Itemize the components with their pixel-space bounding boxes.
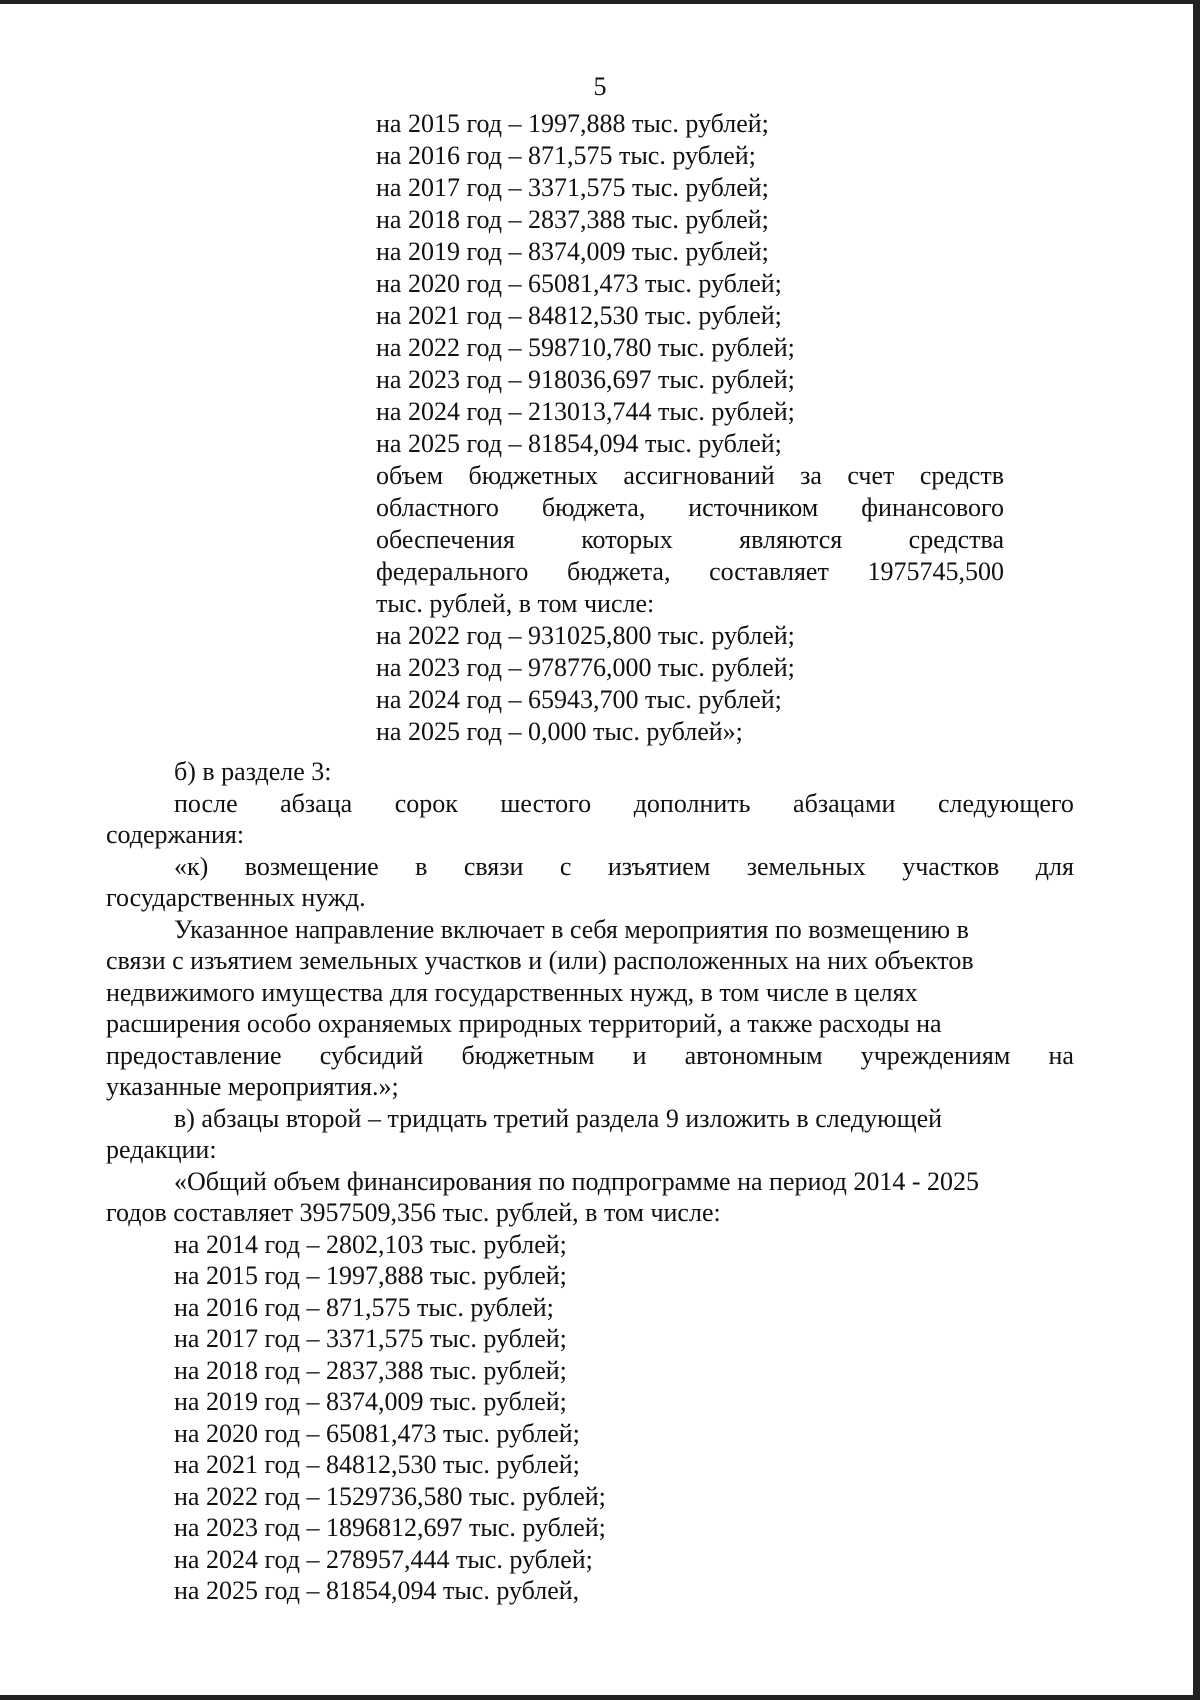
word: субсидий [319, 1040, 424, 1070]
year-line: на 2020 год – 65081,473 тыс. рублей; [376, 269, 782, 298]
federal-year-line: на 2022 год – 931025,800 тыс. рублей; [376, 621, 795, 650]
word: являются [739, 525, 843, 554]
after-paragraph-line [106, 788, 1074, 820]
word: которых [581, 525, 673, 554]
word: объем [376, 461, 444, 490]
word: абзацами [793, 788, 896, 818]
word: счет [847, 461, 895, 490]
word: с [559, 851, 572, 881]
word: средства [908, 525, 1004, 554]
federal-year-line: на 2025 год – 0,000 тыс. рублей»; [376, 717, 743, 746]
year-line: на 2016 год – 871,575 тыс. рублей; [376, 141, 756, 170]
federal-paragraph-line [376, 556, 1004, 588]
year-line: на 2024 год – 213013,744 тыс. рублей; [376, 397, 795, 426]
word: ассигнований [623, 461, 775, 490]
scan-edge-right [1193, 0, 1200, 1700]
year-line: на 2024 год – 278957,444 тыс. рублей; [174, 1544, 593, 1574]
word: бюджета, [541, 493, 646, 522]
direction-paragraph-line: Указанное направление включает в себя мероприятия по возмещению в [174, 914, 969, 944]
word: предоставление [106, 1040, 282, 1070]
word: в [415, 851, 428, 881]
word: финансового [861, 493, 1004, 522]
federal-year-line: на 2023 год – 978776,000 тыс. рублей; [376, 653, 795, 682]
year-line: на 2018 год – 2837,388 тыс. рублей; [376, 205, 769, 234]
direction-paragraph-line: указанные мероприятия.»; [106, 1072, 399, 1101]
word: для [1035, 851, 1074, 881]
word: участков [902, 851, 1000, 881]
k-item-line [106, 851, 1074, 883]
main-text-block [106, 756, 1074, 1607]
word: составляет [709, 557, 829, 586]
word: 1975745,500 [867, 557, 1004, 586]
year-line: на 2022 год – 598710,780 тыс. рублей; [376, 333, 795, 362]
year-line: на 2015 год – 1997,888 тыс. рублей; [376, 109, 769, 138]
word: источником [688, 493, 819, 522]
direction-paragraph-line: недвижимого имущества для государственных нужд, в том числе в целях [106, 977, 918, 1007]
word: бюджетных [468, 461, 598, 490]
k-item-line: государственных нужд. [106, 883, 366, 912]
year-line: на 2015 год – 1997,888 тыс. рублей; [174, 1261, 567, 1290]
year-line: на 2023 год – 918036,697 тыс. рублей; [376, 365, 795, 394]
word: на [1048, 1040, 1074, 1070]
word: областного [376, 493, 499, 522]
federal-paragraph-line [376, 524, 1004, 556]
v-item-line: редакции: [106, 1135, 217, 1164]
year-line: на 2025 год – 81854,094 тыс. рублей, [174, 1576, 580, 1605]
year-line: на 2025 год – 81854,094 тыс. рублей; [376, 429, 782, 458]
word: связи [463, 851, 524, 881]
word: сорок [394, 788, 458, 818]
direction-paragraph-line: связи с изъятием земельных участков и (или) расположенных на них объектов [106, 946, 974, 975]
scan-edge-bottom [0, 1695, 1200, 1700]
word: учреждениям [860, 1040, 1011, 1070]
word: следующего [937, 788, 1074, 818]
year-line: на 2018 год – 2837,388 тыс. рублей; [174, 1355, 567, 1385]
year-line: на 2019 год – 8374,009 тыс. рублей; [376, 237, 769, 266]
total-paragraph-line: «Общий объем финансирования по подпрограмме на период 2014 - 2025 [174, 1166, 980, 1196]
year-line: на 2014 год – 2802,103 тыс. рублей; [174, 1229, 567, 1259]
word: «к) [174, 851, 209, 881]
section-b-heading: б) в разделе 3: [174, 757, 332, 786]
word: изъятием [607, 851, 711, 881]
federal-year-line: на 2024 год – 65943,700 тыс. рублей; [376, 685, 782, 714]
year-line: на 2017 год – 3371,575 тыс. рублей; [376, 173, 769, 202]
word: бюджетным [461, 1040, 595, 1070]
word: шестого [500, 788, 592, 818]
year-line: на 2023 год – 1896812,697 тыс. рублей; [174, 1513, 606, 1542]
year-line: на 2019 год – 8374,009 тыс. рублей; [174, 1387, 567, 1416]
after-paragraph-line: содержания: [106, 820, 245, 849]
v-item-line: в) абзацы второй – тридцать третий раздела 9 изложить в следующей [174, 1103, 943, 1133]
year-line: на 2022 год – 1529736,580 тыс. рублей; [174, 1481, 606, 1511]
word: средств [919, 461, 1004, 490]
word: автономным [684, 1040, 823, 1070]
year-line: на 2020 год – 65081,473 тыс. рублей; [174, 1418, 580, 1448]
top-funding-block [376, 108, 1004, 748]
word: и [632, 1040, 647, 1070]
scan-edge-top [0, 0, 1200, 4]
federal-paragraph-line: тыс. рублей, в том числе: [376, 589, 655, 618]
direction-paragraph-line [106, 1040, 1074, 1072]
direction-paragraph-line: расширения особо охраняемых природных территорий, а также расходы на [106, 1009, 942, 1038]
word: абзаца [280, 788, 353, 818]
word: федерального [376, 557, 529, 586]
year-line: на 2017 год – 3371,575 тыс. рублей; [174, 1324, 567, 1353]
word: бюджета, [567, 557, 671, 586]
word: обеспечения [376, 525, 515, 554]
year-line: на 2021 год – 84812,530 тыс. рублей; [376, 301, 782, 330]
federal-paragraph-line [376, 492, 1004, 524]
federal-paragraph-line [376, 460, 1004, 492]
word: возмещение [244, 851, 379, 881]
word: за [800, 461, 822, 490]
total-paragraph-line: годов составляет 3957509,356 тыс. рублей, в том числе: [106, 1198, 721, 1227]
year-line: на 2016 год – 871,575 тыс. рублей; [174, 1292, 554, 1322]
word: после [174, 788, 238, 818]
word: дополнить [633, 788, 751, 818]
word: земельных [746, 851, 866, 881]
page-number: 5 [593, 72, 607, 101]
year-line: на 2021 год – 84812,530 тыс. рублей; [174, 1450, 580, 1479]
